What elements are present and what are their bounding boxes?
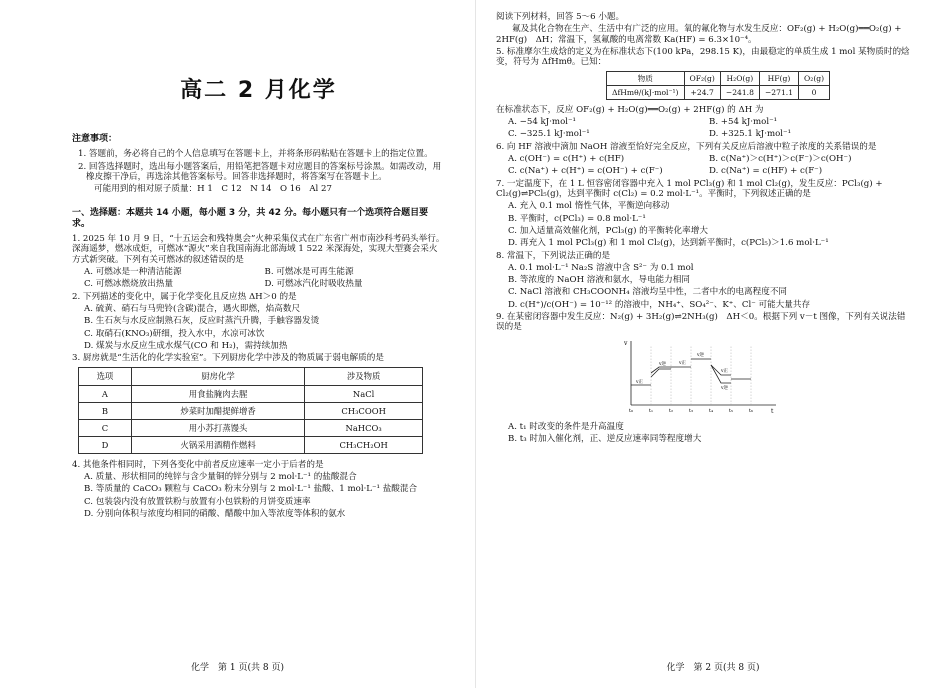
option-a: A. c(OH⁻) = c(H⁺) + c(HF) (508, 154, 625, 165)
kitchen-table (78, 367, 423, 453)
option-c: C. 加入适量高效催化剂，PCl₃(g) 的平衡转化率增大 (508, 225, 708, 236)
question-9 (496, 312, 910, 445)
table-cell: 炒菜时加醋提鲜增香 (131, 402, 304, 419)
question-stem: 6. 向 HF 溶液中滴加 NaOH 溶液至恰好完全反应，下列有关反应后溶液中粒子浓度的关系错误的是 (496, 141, 877, 152)
option-a: A. 质量、形状相同的纯锌与含少量铜的锌分别与 2 mol·L⁻¹ 的盐酸混合 (84, 472, 357, 483)
table-cell: CH₃CH₂OH (305, 436, 423, 453)
table-cell: +24.7 (684, 85, 720, 99)
table-cell: D (79, 436, 132, 453)
page-footer: 化学 第 1 页(共 8 页) (191, 663, 284, 674)
table-row (79, 402, 423, 419)
option-c: C. c(Na⁺) + c(H⁺) = c(OH⁻) + c(F⁻) (508, 166, 663, 177)
reading-material: 氟及其化合物在生产、生活中有广泛的应用。氧的氟化物与水发生反应：OF₂(g) + H₂O(g)══O₂(g) + 2HF(g) ΔH；常温下，氢氟酸的电离常数 Ka(HF) = 6.3×10⁻⁴。 (496, 24, 902, 45)
question-stem: 4. 其他条件相同时，下列各变化中前者反应速率一定小于后者的是 (72, 459, 324, 470)
table-row (607, 85, 830, 99)
option-grid (496, 154, 910, 177)
option-b: B. t₃ 时加入催化剂，正、逆反应速率同等程度增大 (508, 434, 702, 445)
question-stem: 7. 一定温度下，在 1 L 恒容密闭容器中充入 1 mol PCl₃(g) 和 1 mol Cl₂(g)，发生反应：PCl₃(g) + Cl₂(g)⇌PCl₅(g)，达到平衡时 c(Cl₂) = 0.2 mol·L⁻¹。平衡时，下列叙述正确的是 (496, 178, 883, 199)
reading-intro: 阅读下列材料，回答 5～6 小题。 (496, 12, 625, 22)
table-header: HF(g) (759, 71, 798, 85)
question-3 (72, 353, 445, 454)
option-grid (496, 117, 910, 140)
curve-label: v逆 (659, 361, 667, 367)
t-tick-labels (629, 408, 753, 414)
table-cell: NaHCO₃ (305, 419, 423, 436)
question-4 (72, 460, 445, 520)
option-a: A. t₁ 时改变的条件是升高温度 (508, 422, 624, 433)
curve-label: v逆 (697, 352, 705, 358)
curve-label: v正 (636, 379, 644, 385)
question-1 (72, 234, 445, 290)
option-d: D. c(Na⁺) = c(HF) + c(F⁻) (709, 166, 823, 177)
notice-item-1: 1. 答题前，务必将自己的个人信息填写在答题卡上，并将条形码粘贴在答题卡上的指定位置。 (78, 149, 433, 160)
option-b: B. +54 kJ·mol⁻¹ (709, 117, 778, 128)
table-header: 厨房化学 (131, 368, 304, 385)
option-c: C. 包装袋内没有放置铁粉与放置有小包铁粉的月饼变质速率 (84, 496, 311, 507)
question-2 (72, 292, 445, 352)
t-tick: t₆ (749, 407, 754, 414)
option-d: D. c(H⁺)/c(OH⁻) = 10⁻¹² 的溶液中，NH₄⁺、SO₄²⁻、K⁺、Cl⁻ 可能大量共存 (508, 299, 811, 310)
question-stem: 3. 厨房就是“生活化的化学实验室”。下列厨房化学中涉及的物质属于弱电解质的是 (72, 353, 384, 364)
option-c: C. 取硝石(KNO₃)研细，投入水中，水凉可冰饮 (84, 328, 265, 339)
t-tick: t₅ (729, 407, 734, 414)
curve-v-ni-1 (651, 367, 671, 373)
option-c: C. −325.1 kJ·mol⁻¹ (508, 129, 590, 140)
option-d: D. 分别向体积与浓度均相同的硝酸、醋酸中加入等浓度等体积的氨水 (84, 509, 346, 520)
option-a: A. 充入 0.1 mol 惰性气体，平衡逆向移动 (508, 201, 670, 212)
notice-item-2: 2. 回答选择题时，选出每小题答案后，用铅笔把答题卡对应题目的答案标号涂黑。如需改动，用橡皮擦干净后，再选涂其他答案标号。回答非选择题时，将答案写在答题卡上。 (78, 161, 442, 182)
question-stem: 5. 标准摩尔生成焓的定义为在标准状态下(100 kPa，298.15 K)，由最稳定的单质生成 1 mol 某物质时的焓变，符号为 ΔfHmθ。已知： (496, 46, 910, 68)
enthalpy-table (606, 71, 830, 100)
table-row (79, 419, 423, 436)
question-7 (496, 179, 910, 249)
curve-v-zheng-1 (651, 369, 671, 377)
table-cell: C (79, 419, 132, 436)
t-axis-label: t (771, 407, 774, 415)
table-header: O₂(g) (799, 71, 830, 85)
table-cell: CH₃COOH (305, 402, 423, 419)
table-cell: −241.8 (720, 85, 759, 99)
notice-heading: 注意事项： (72, 134, 118, 145)
t-tick: t₂ (669, 407, 674, 414)
vt-graph (621, 337, 910, 420)
t-tick: t₄ (709, 407, 714, 414)
page-footer: 化学 第 2 页(共 8 页) (666, 663, 760, 674)
table-cell: 0 (799, 85, 830, 99)
option-d: D. 可燃冰汽化时吸收热量 (264, 279, 363, 290)
table-header: 涉及物质 (305, 368, 423, 385)
curve-label: v逆 (721, 385, 729, 391)
page-2 (475, 0, 950, 688)
question-8 (496, 251, 910, 311)
option-b: B. 生石灰与水反应制熟石灰，反应时蒸汽升腾，手触容器发烫 (84, 316, 320, 327)
question-stem: 8. 常温下，下列说法正确的是 (496, 250, 611, 261)
table-row (79, 436, 423, 453)
option-b: B. 等质量的 CaCO₃ 颗粒与 CaCO₃ 粉末分别与 2 mol·L⁻¹ 盐酸、1 mol·L⁻¹ 盐酸混合 (84, 484, 418, 495)
option-b: B. c(Na⁺)＞c(H⁺)＞c(F⁻)＞c(OH⁻) (709, 154, 852, 165)
option-b: B. 平衡时，c(PCl₃) = 0.8 mol·L⁻¹ (508, 213, 646, 224)
table-header: OF₂(g) (684, 71, 720, 85)
table-header: 选项 (79, 368, 132, 385)
table-header: H₂O(g) (720, 71, 759, 85)
table-header: 物质 (607, 71, 685, 85)
t-tick: t₃ (689, 407, 694, 414)
option-d: D. +325.1 kJ·mol⁻¹ (709, 129, 792, 140)
option-b: B. 等浓度的 NaOH 溶液和氨水，导电能力相同 (508, 275, 690, 286)
t-tick: t₁ (649, 407, 654, 414)
curve-label: v正 (721, 368, 729, 374)
option-grid (72, 267, 445, 290)
table-cell: ΔfHmθ/(kJ·mol⁻¹) (607, 85, 685, 99)
table-cell: A (79, 385, 132, 402)
option-a: A. 0.1 mol·L⁻¹ Na₂S 溶液中含 S²⁻ 为 0.1 mol (508, 262, 694, 273)
option-a: A. 硫黄、硝石与马兜铃(含碳)混合，遇火即燃，焰高数尺 (84, 303, 301, 314)
table-header-row (607, 71, 830, 85)
page-title: 高二 2 月化学 (180, 78, 337, 103)
question-stem: 9. 在某密闭容器中发生反应：N₂(g) + 3H₂(g)⇌2NH₃(g) ΔH＜0。根据下列 v－t 图像，下列有关说法错误的是 (496, 312, 906, 333)
table-cell: 用小苏打蒸馒头 (131, 419, 304, 436)
table-cell: −271.1 (759, 85, 798, 99)
option-a: A. 可燃冰是一种清洁能源 (84, 266, 182, 277)
table-cell: NaCl (305, 385, 423, 402)
table-cell: B (79, 402, 132, 419)
option-b: B. 可燃冰是可再生能源 (264, 266, 354, 277)
vt-graph-svg (621, 337, 781, 417)
question-6 (496, 142, 910, 177)
option-d: D. 煤炭与水反应生成水煤气(CO 和 H₂)，需持续加热 (84, 340, 288, 351)
table-header-row (79, 368, 423, 385)
v-axis-label: v (624, 339, 628, 347)
option-c: C. 可燃冰燃烧放出热量 (84, 279, 174, 290)
table-cell: 火锅采用酒精作燃料 (131, 436, 304, 453)
atomic-masses: 可能用到的相对原子质量：H 1 C 12 N 14 O 16 Al 27 (94, 184, 332, 195)
question-stem: 2. 下列描述的变化中，属于化学变化且反应热 ΔH＞0 的是 (72, 291, 297, 302)
t-tick: t₀ (629, 407, 634, 414)
table-row (79, 385, 423, 402)
question-stem: 1. 2025 年 10 月 9 日，“十五运会和残特奥会”火种采集仪式在广东省广州市南沙科考码头举行。深海遥梦，燃冰成炬，可燃冰“源火”来自我国南海北部海域 1 522 米深海处，实现大型赛会采火方式新突破。下列有关可燃冰的叙述错误的是 (72, 234, 445, 265)
option-c: C. NaCl 溶液和 CH₃COONH₄ 溶液均呈中性，二者中水的电离程度不同 (508, 287, 788, 298)
option-d: D. 再充入 1 mol PCl₃(g) 和 1 mol Cl₂(g)，达到新平衡时，c(PCl₅)＞1.6 mol·L⁻¹ (508, 238, 829, 249)
table-cell: 用食盐腌肉去腥 (131, 385, 304, 402)
section-heading: 一、选择题：本题共 14 小题，每小题 3 分，共 42 分。每小题只有一个选项符合题目要求。 (72, 208, 429, 230)
question-5 (496, 47, 910, 140)
curve-label: v正 (679, 360, 687, 366)
option-a: A. −54 kJ·mol⁻¹ (508, 117, 576, 128)
question-stem-2: 在标准状态下，反应 OF₂(g) + H₂O(g)══O₂(g) + 2HF(g) 的 ΔH 为 (496, 104, 764, 115)
